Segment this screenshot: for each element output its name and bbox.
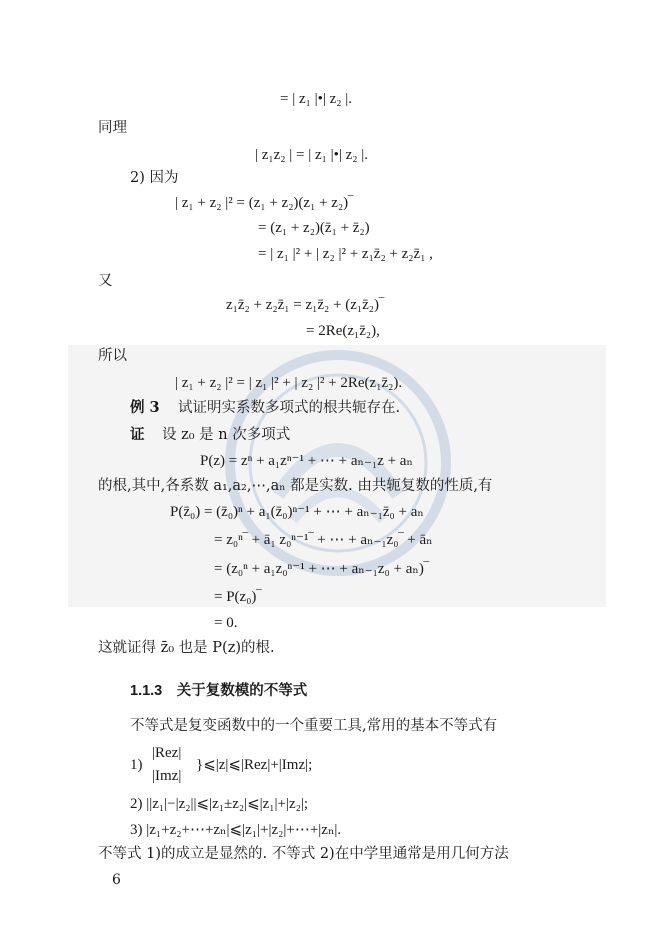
equation-line: = 0. [214,615,238,631]
equation-line: P(z) = zⁿ + a₁zⁿ⁻¹ + ⋯ + aₙ₋₁z + aₙ [200,453,413,469]
equation-line: |Imz| [152,768,182,784]
equation-line: = | z₁ |•| z₂ |. [280,91,352,107]
equation-line: 2) ||z₁|−|z₂||⩽|z₁±z₂|⩽|z₁|+|z₂|; [130,796,309,812]
equation-line: = z₀ⁿ‾ + ā₁ z₀ⁿ⁻¹‾ + ⋯ + aₙ₋₁z₀‾ + āₙ [214,532,433,548]
text-line: 2) 因为 [130,170,179,186]
equation-line: = P(z₀)‾ [214,589,262,605]
equation-line: }⩽|z|⩽|Rez|+|Imz|; [196,757,313,773]
text-line: 所以 [98,348,127,364]
text-line: 又 [98,273,113,289]
equation-line: | z₁ + z₂ |² = (z₁ + z₂)(z₁ + z₂)‾ [175,195,354,211]
equation-line: | z₁z₂ | = | z₁ |•| z₂ |. [255,147,369,163]
page-number: 6 [112,872,121,888]
equation-line: = 2Re(z₁z̄₂), [306,323,380,339]
text-line: 试证明实系数多项式的根共轭存在. [178,400,401,416]
text-line: 设 z₀ 是 n 次多项式 [162,427,291,443]
equation-line: | z₁ + z₂ |² = | z₁ |² + | z₂ |² + 2Re(z₁z̄₂). [175,375,403,391]
text-line: 这就证得 z̄₀ 也是 P(z)的根. [98,640,275,656]
equation-line: = | z₁ |² + | z₂ |² + z₁z̄₂ + z₂z̄₁ , [258,246,433,262]
section-heading: 1.1.3 关于复数模的不等式 [130,683,308,699]
equation-line: 3) |z₁+z₂+⋯+zₙ|⩽|z₁|+|z₂|+⋯+|zₙ|. [130,822,342,838]
equation-line: z₁z̄₂ + z₂z̄₁ = z₁z̄₂ + (z₁z̄₂)‾ [226,297,384,313]
text-line: 的根,其中,各系数 a₁,a₂,⋯,aₙ 都是实数. 由共轭复数的性质,有 [98,478,493,494]
equation-line: |Rez| [152,745,182,761]
example-label: 例 3 [130,399,160,416]
text-line: 不等式是复变函数中的一个重要工具,常用的基本不等式有 [130,718,498,734]
equation-line: P(z̄₀) = (z̄₀)ⁿ + a₁(z̄₀)ⁿ⁻¹ + ⋯ + aₙ₋₁z̄₀ + aₙ [170,504,424,520]
equation-line: = (z₁ + z₂)(z̄₁ + z̄₂) [258,220,370,236]
proof-label: 证 [130,426,145,443]
text-line: 同理 [98,120,127,136]
equation-line: = (z₀ⁿ + a₁z₀ⁿ⁻¹ + ⋯ + aₙ₋₁z₀ + aₙ)‾ [214,561,429,577]
text-line: 不等式 1)的成立是显然的. 不等式 2)在中学里通常是用几何方法 [98,846,509,862]
item-label: 1) [130,757,143,773]
